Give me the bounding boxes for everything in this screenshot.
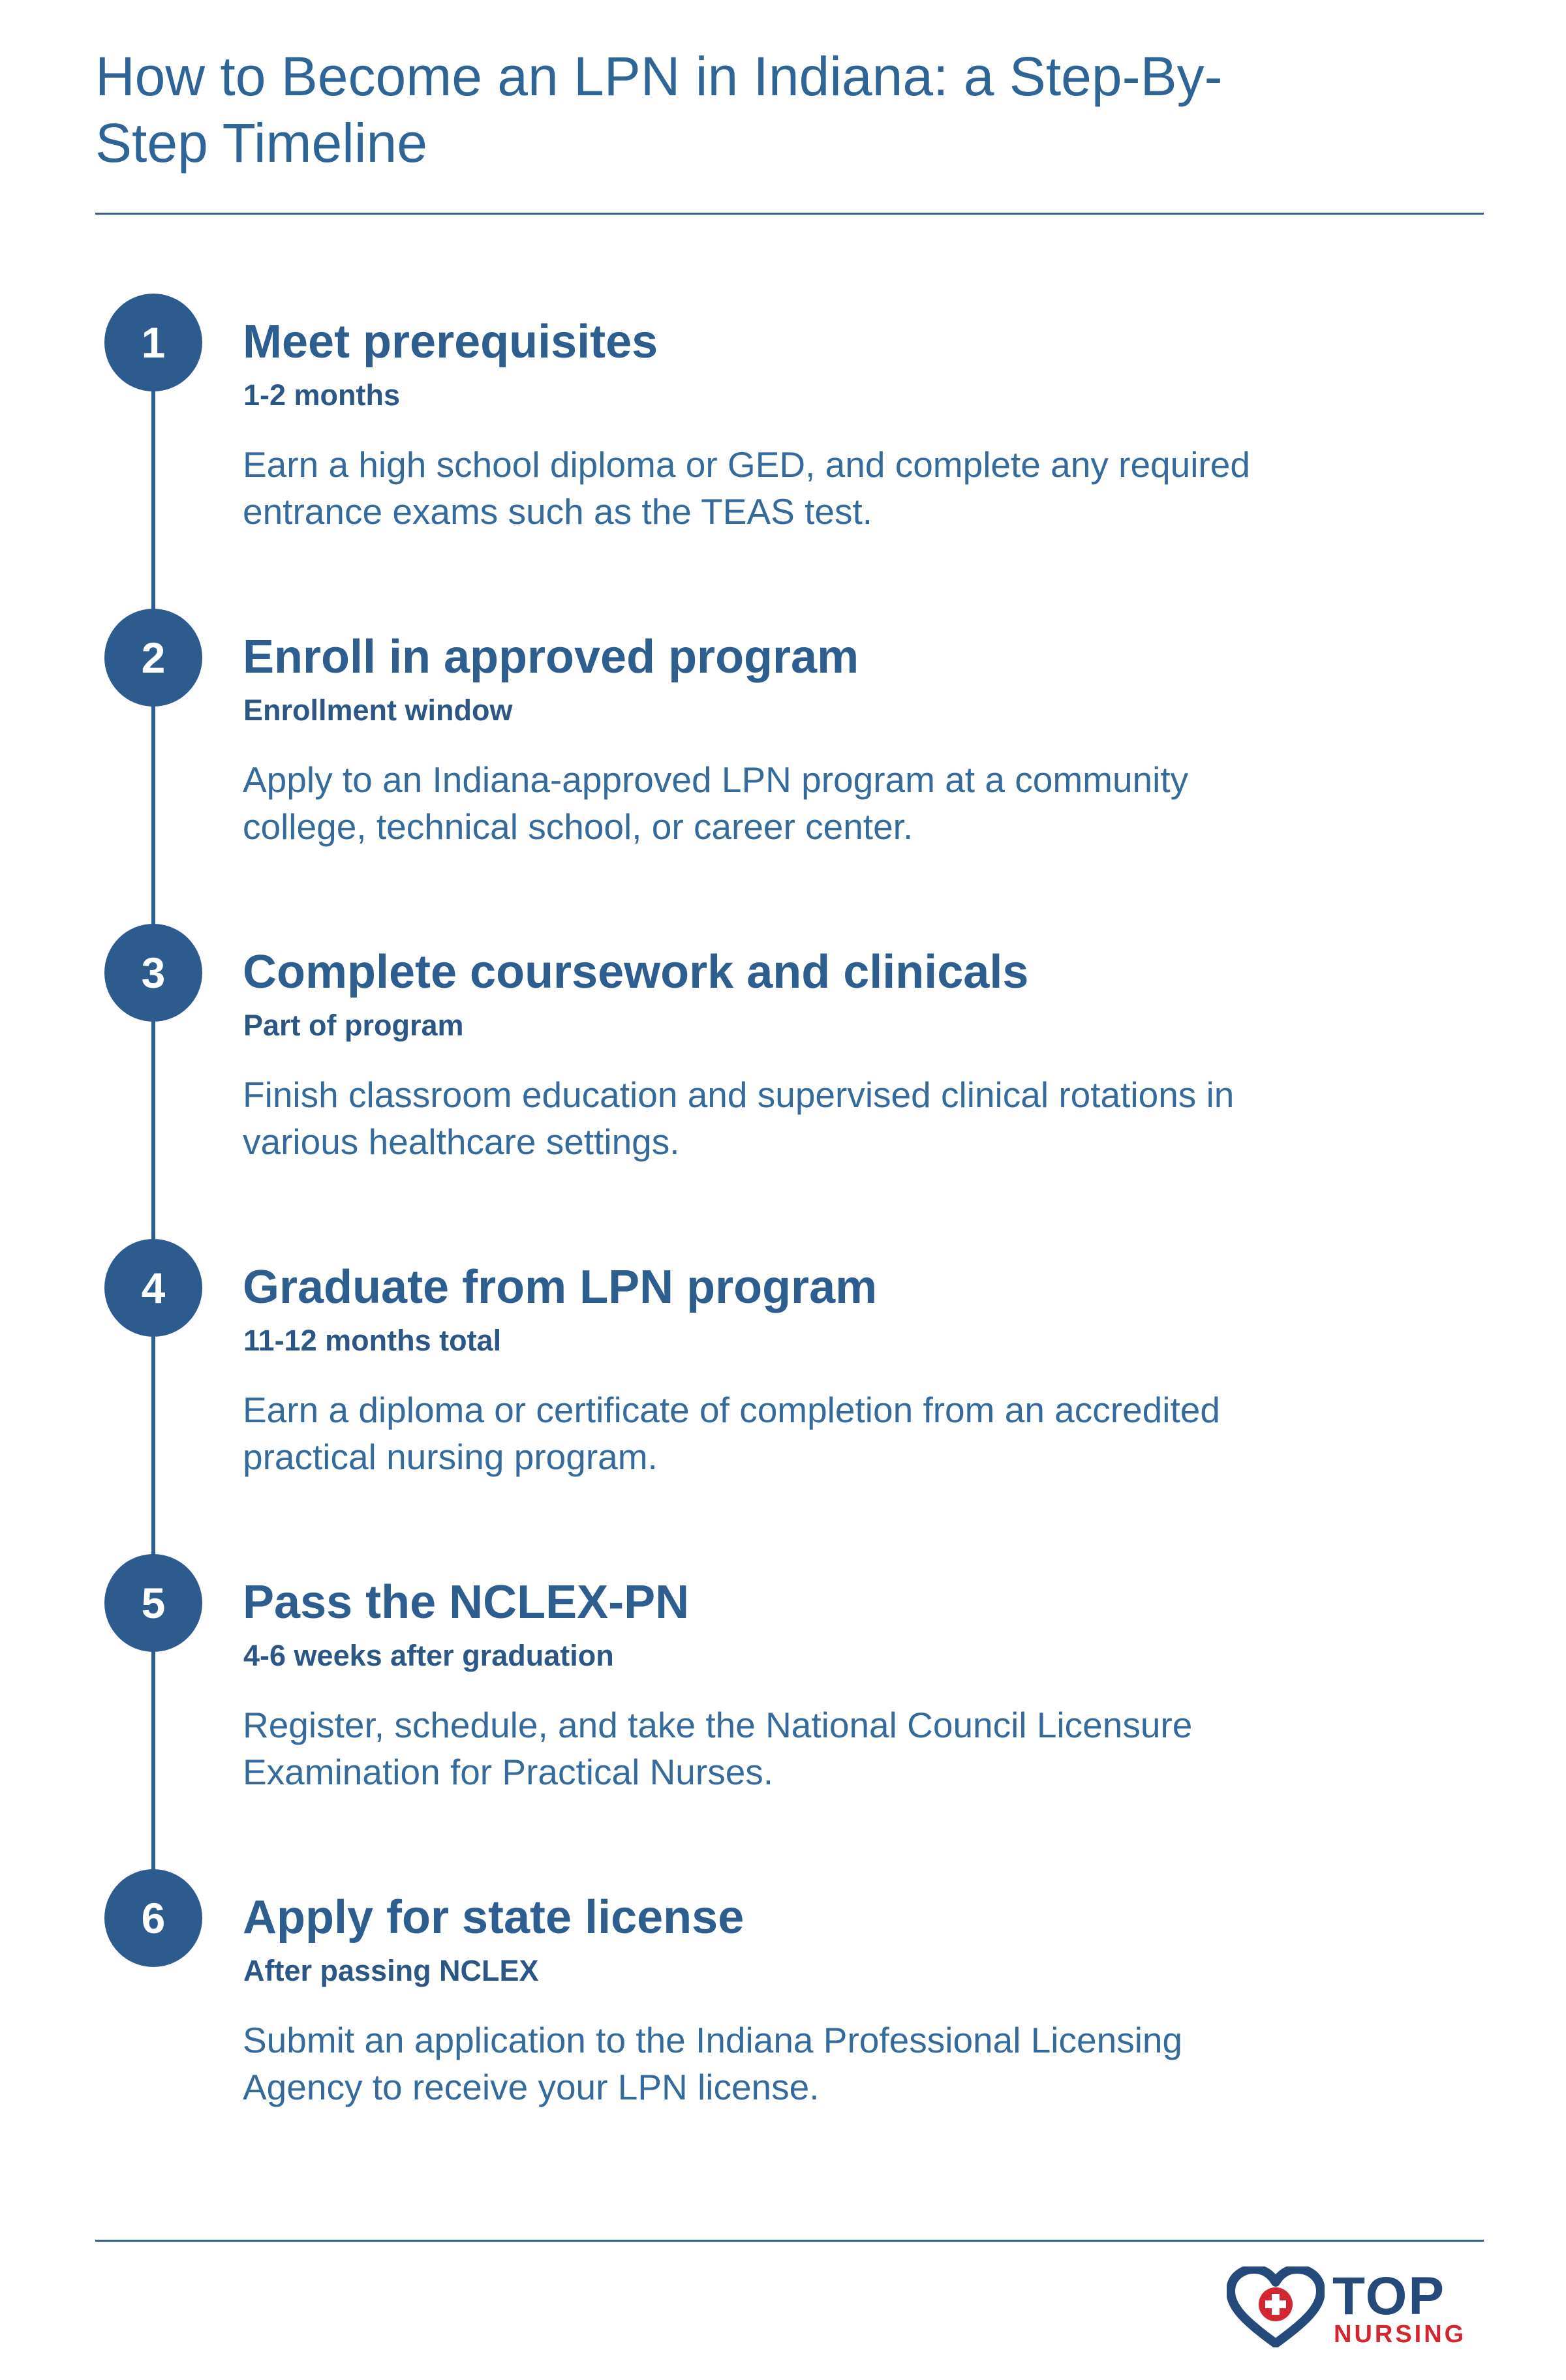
step-number-badge: 5 <box>104 1554 202 1652</box>
top-divider <box>95 213 1484 215</box>
step-number-badge: 4 <box>104 1239 202 1337</box>
step-title: Apply for state license <box>243 1891 745 1944</box>
timeline-step-1 <box>0 294 1566 555</box>
step-number-badge: 6 <box>104 1869 202 1967</box>
step-duration: 1-2 months <box>243 378 401 412</box>
step-number-badge: 3 <box>104 924 202 1022</box>
timeline-step-4 <box>0 1239 1566 1500</box>
timeline-step-5 <box>0 1554 1566 1815</box>
step-description: Register, schedule, and take the National Council Licensure Examination for Practical Nurses. <box>243 1705 1193 1792</box>
top-nursing-logo <box>1227 2266 1488 2347</box>
step-duration: After passing NCLEX <box>243 1954 539 1987</box>
heart-cross-icon <box>1227 2266 1325 2347</box>
step-title: Enroll in approved program <box>243 631 859 683</box>
timeline-step-6 <box>0 1869 1566 2130</box>
step-duration: Part of program <box>243 1009 464 1042</box>
step-number-badge: 2 <box>104 609 202 707</box>
step-description: Earn a diploma or certificate of completion from an accredited practical nursing program. <box>243 1390 1220 1477</box>
step-duration: 11-12 months total <box>243 1324 502 1357</box>
step-description: Submit an application to the Indiana Professional Licensing Agency to receive your LPN license. <box>243 2020 1183 2107</box>
step-duration: Enrollment window <box>243 694 513 727</box>
logo-text-top: TOP <box>1332 2266 1446 2326</box>
step-title: Complete coursework and clinicals <box>243 946 1029 998</box>
step-description: Earn a high school diploma or GED, and complete any required entrance exams such as the TEAS test. <box>243 444 1250 532</box>
timeline-step-2 <box>0 609 1566 870</box>
logo-text-nursing: NURSING <box>1334 2321 1467 2348</box>
step-title: Meet prerequisites <box>243 316 658 368</box>
step-description: Apply to an Indiana-approved LPN program at a community college, technical school, or career center. <box>243 759 1189 847</box>
step-title: Pass the NCLEX-PN <box>243 1576 690 1628</box>
bottom-divider <box>95 2240 1484 2242</box>
page-title: How to Become an LPN in Indiana: a Step-By-Step Timeline <box>95 46 1223 174</box>
step-title: Graduate from LPN program <box>243 1261 878 1313</box>
timeline-step-3 <box>0 924 1566 1185</box>
step-number-badge: 1 <box>104 294 202 391</box>
step-description: Finish classroom education and supervised clinical rotations in various healthcare settings. <box>243 1075 1235 1162</box>
step-duration: 4-6 weeks after graduation <box>243 1639 614 1672</box>
